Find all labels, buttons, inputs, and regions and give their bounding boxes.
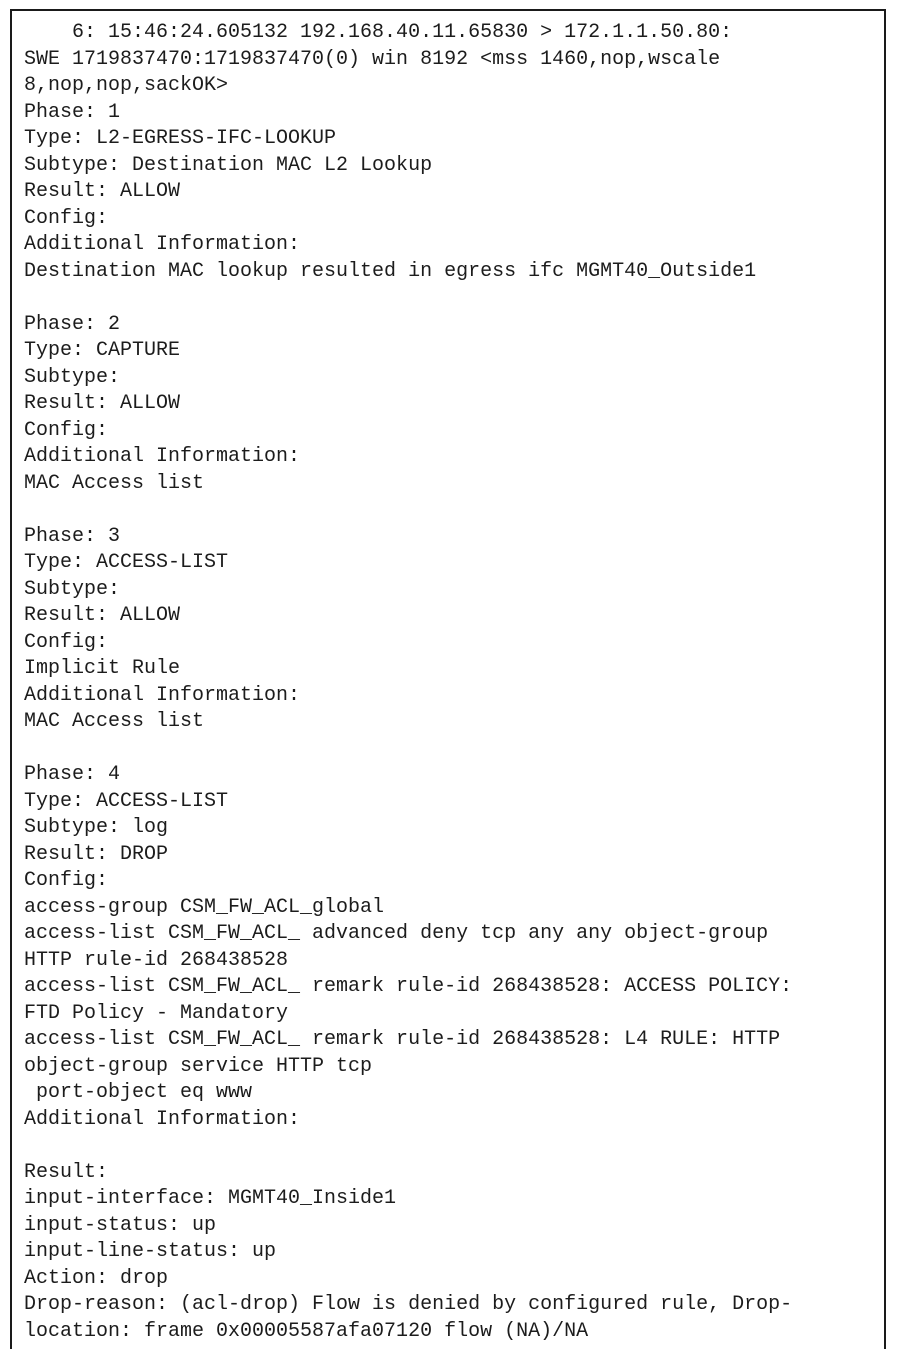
- trace-line: Config:: [24, 418, 109, 442]
- trace-line: port-object eq www: [24, 1081, 253, 1104]
- trace-line: access-list CSM_FW_ACL_ remark rule-id 268438528: ACCESS POLICY:: [24, 975, 793, 998]
- trace-line: 8,nop,nop,sackOK>: [24, 74, 229, 97]
- trace-line: MAC Access list: [24, 710, 205, 733]
- trace-line: Result: ALLOW: [24, 392, 181, 415]
- trace-line: Config:: [24, 869, 109, 892]
- trace-line: location: frame 0x00005587afa07120 flow (NA)/NA: [24, 1319, 589, 1343]
- trace-line: Type: L2-EGRESS-IFC-LOOKUP: [24, 127, 337, 150]
- trace-line: [24, 285, 792, 312]
- trace-line: Result: ALLOW: [24, 180, 181, 203]
- trace-line: Additional Information:: [24, 1107, 301, 1131]
- trace-line: input-status: up: [24, 1213, 217, 1237]
- trace-line: Type: CAPTURE: [24, 339, 181, 362]
- trace-line: Type: ACCESS-LIST: [24, 551, 229, 574]
- trace-line: MAC Access list: [24, 471, 205, 495]
- trace-line: object-group service HTTP tcp: [24, 1054, 373, 1078]
- trace-line: Phase: 1: [24, 100, 121, 124]
- trace-line: Phase: 4: [24, 763, 121, 786]
- trace-line: input-interface: MGMT40_Inside1: [24, 1187, 397, 1210]
- trace-line: access-list CSM_FW_ACL_ advanced deny tcp any any object-group: [24, 922, 769, 945]
- trace-line: input-line-status: up: [24, 1240, 277, 1263]
- trace-line: Phase: 3: [24, 524, 121, 548]
- trace-line: 6: 15:46:24.605132 192.168.40.11.65830 > 172.1.1.50.80:: [24, 21, 733, 44]
- trace-line: Drop-reason: (acl-drop) Flow is denied by configured rule, Drop-: [24, 1293, 793, 1316]
- trace-line: Config:: [24, 206, 109, 230]
- trace-line: Type: ACCESS-LIST: [24, 789, 229, 813]
- trace-line: [24, 736, 792, 763]
- trace-line: Result:: [24, 1160, 109, 1184]
- trace-line: Subtype:: [24, 577, 121, 601]
- trace-line: Additional Information:: [24, 445, 301, 468]
- trace-line: access-list CSM_FW_ACL_ remark rule-id 268438528: L4 RULE: HTTP: [24, 1028, 781, 1051]
- trace-line: Config:: [24, 630, 109, 654]
- trace-line: HTTP rule-id 268438528: [24, 948, 289, 972]
- trace-line: Action: drop: [24, 1266, 169, 1290]
- trace-line: access-group CSM_FW_ACL_global: [24, 895, 385, 919]
- trace-line: Subtype: log: [24, 816, 169, 839]
- trace-line: Subtype: Destination MAC L2 Lookup: [24, 153, 433, 177]
- trace-line: Phase: 2: [24, 312, 121, 336]
- trace-line: [24, 1133, 792, 1160]
- trace-line: FTD Policy - Mandatory: [24, 1001, 289, 1025]
- trace-line: Additional Information:: [24, 683, 301, 707]
- packet-trace-output: [24, 20, 792, 1345]
- trace-line: Additional Information:: [24, 233, 301, 256]
- trace-line: [24, 497, 792, 524]
- trace-line: Subtype:: [24, 365, 121, 389]
- trace-line: Result: ALLOW: [24, 604, 181, 627]
- trace-line: Result: DROP: [24, 842, 169, 866]
- trace-line: SWE 1719837470:1719837470(0) win 8192 <mss 1460,nop,wscale: [24, 47, 721, 71]
- trace-line: Destination MAC lookup resulted in egress ifc MGMT40_Outside1: [24, 259, 757, 283]
- trace-line: Implicit Rule: [24, 657, 181, 680]
